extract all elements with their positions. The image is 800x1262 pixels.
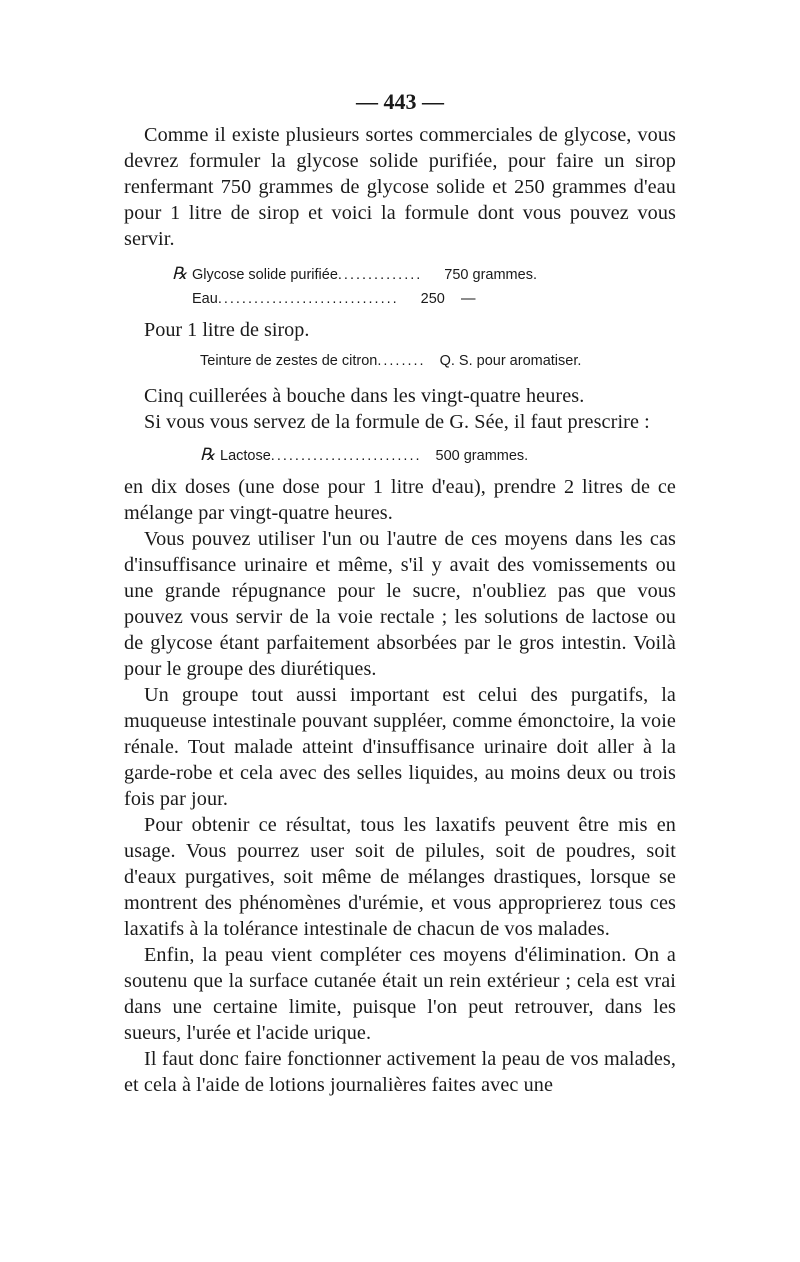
paragraph-cuillerees: Cinq cuillerées à bouche dans les vingt-quatre heures. (144, 385, 585, 407)
leader-dots: ........ (377, 353, 426, 369)
ingredient-name: Lactose (220, 448, 271, 464)
prescription-lactose (200, 443, 676, 468)
paragraph-formule-see: Si vous vous servez de la formule de G. Sée, il faut prescrire : (144, 411, 650, 433)
prescription-line-citron (200, 349, 676, 373)
prescription-line-glycose (172, 262, 676, 287)
recipe-symbol: ℞ (200, 445, 216, 465)
paragraph-purgatifs: Un groupe tout aussi important est celui des purgatifs, la muqueuse intestinale pouvant suppléer, comme émonctoire, la voie rénale. Tout malade atteint d'insuffisance urinaire doit aller à la garde-robe et cela avec des selles liquides, au moins deux ou trois fois par jour. (124, 684, 676, 810)
paragraph-dix-doses: en dix doses (une dose pour 1 litre d'eau), prendre 2 litres de ce mélange par vingt-quatre heures. (124, 476, 676, 524)
prescription-glycose (172, 262, 676, 311)
paragraph-pour-litre: Pour 1 litre de sirop. (144, 319, 310, 341)
ingredient-name: Eau (192, 291, 218, 307)
prescription-citron (200, 349, 676, 373)
ingredient-quantity: 750 grammes. (444, 267, 537, 283)
ingredient-name: Teinture de zestes de citron (200, 353, 378, 369)
leader-dots: .............................. (217, 291, 399, 307)
paragraph-peau: Enfin, la peau vient compléter ces moyens d'élimination. On a soutenu que la surface cutanée était un rein extérieur ; cela est vrai dans une certaine limite, puisque l'on peut retrouver, dans les sueurs, l'urée et l'acide urique. (124, 944, 676, 1044)
page-number: — 443 — (356, 89, 444, 114)
prescription-line-eau (172, 287, 676, 311)
leader-dots: .............. (337, 267, 423, 283)
ingredient-name: Glycose solide purifiée (192, 267, 338, 283)
ingredient-quantity: 250 — (420, 291, 476, 307)
ingredient-quantity: Q. S. pour aromatiser. (439, 353, 582, 369)
paragraph-glycose-intro: Comme il existe plusieurs sortes commerciales de glycose, vous devrez formuler la glycose solide purifiée, pour faire un sirop renfermant 750 grammes de glycose solide et 250 grammes d'eau pour 1 litre de sirop et voici la formule dont vous pouvez vous servir. (124, 124, 676, 250)
paragraph-diuretiques: Vous pouvez utiliser l'un ou l'autre de ces moyens dans les cas d'insuffisance urinaire et même, s'il y avait des vomissements ou une grande répugnance pour le sucre, n'oubliez pas que vous pouvez vous servir de la voie rectale ; les solutions de lactose ou de glycose étant parfaitement absorbées par le gros intestin. Voilà pour le groupe des diurétiques. (124, 528, 676, 680)
ingredient-quantity: 500 grammes. (435, 448, 529, 464)
document-page (124, 88, 676, 1098)
paragraph-laxatifs: Pour obtenir ce résultat, tous les laxatifs peuvent être mis en usage. Vous pourrez user soit de pilules, soit de poudres, soit d'eaux purgatives, soit même de mélanges drastiques, lorsque se montrent des phénomènes d'urémie, et vous approprierez tous ces laxatifs à la tolérance intestinale de chacun de vos malades. (124, 814, 676, 940)
prescription-line-lactose (200, 443, 676, 468)
paragraph-lotions: Il faut donc faire fonctionner activement la peau de vos malades, et cela à l'aide de lotions journalières faites avec une (124, 1048, 676, 1096)
leader-dots: ......................... (270, 448, 422, 464)
recipe-symbol: ℞ (172, 264, 188, 284)
